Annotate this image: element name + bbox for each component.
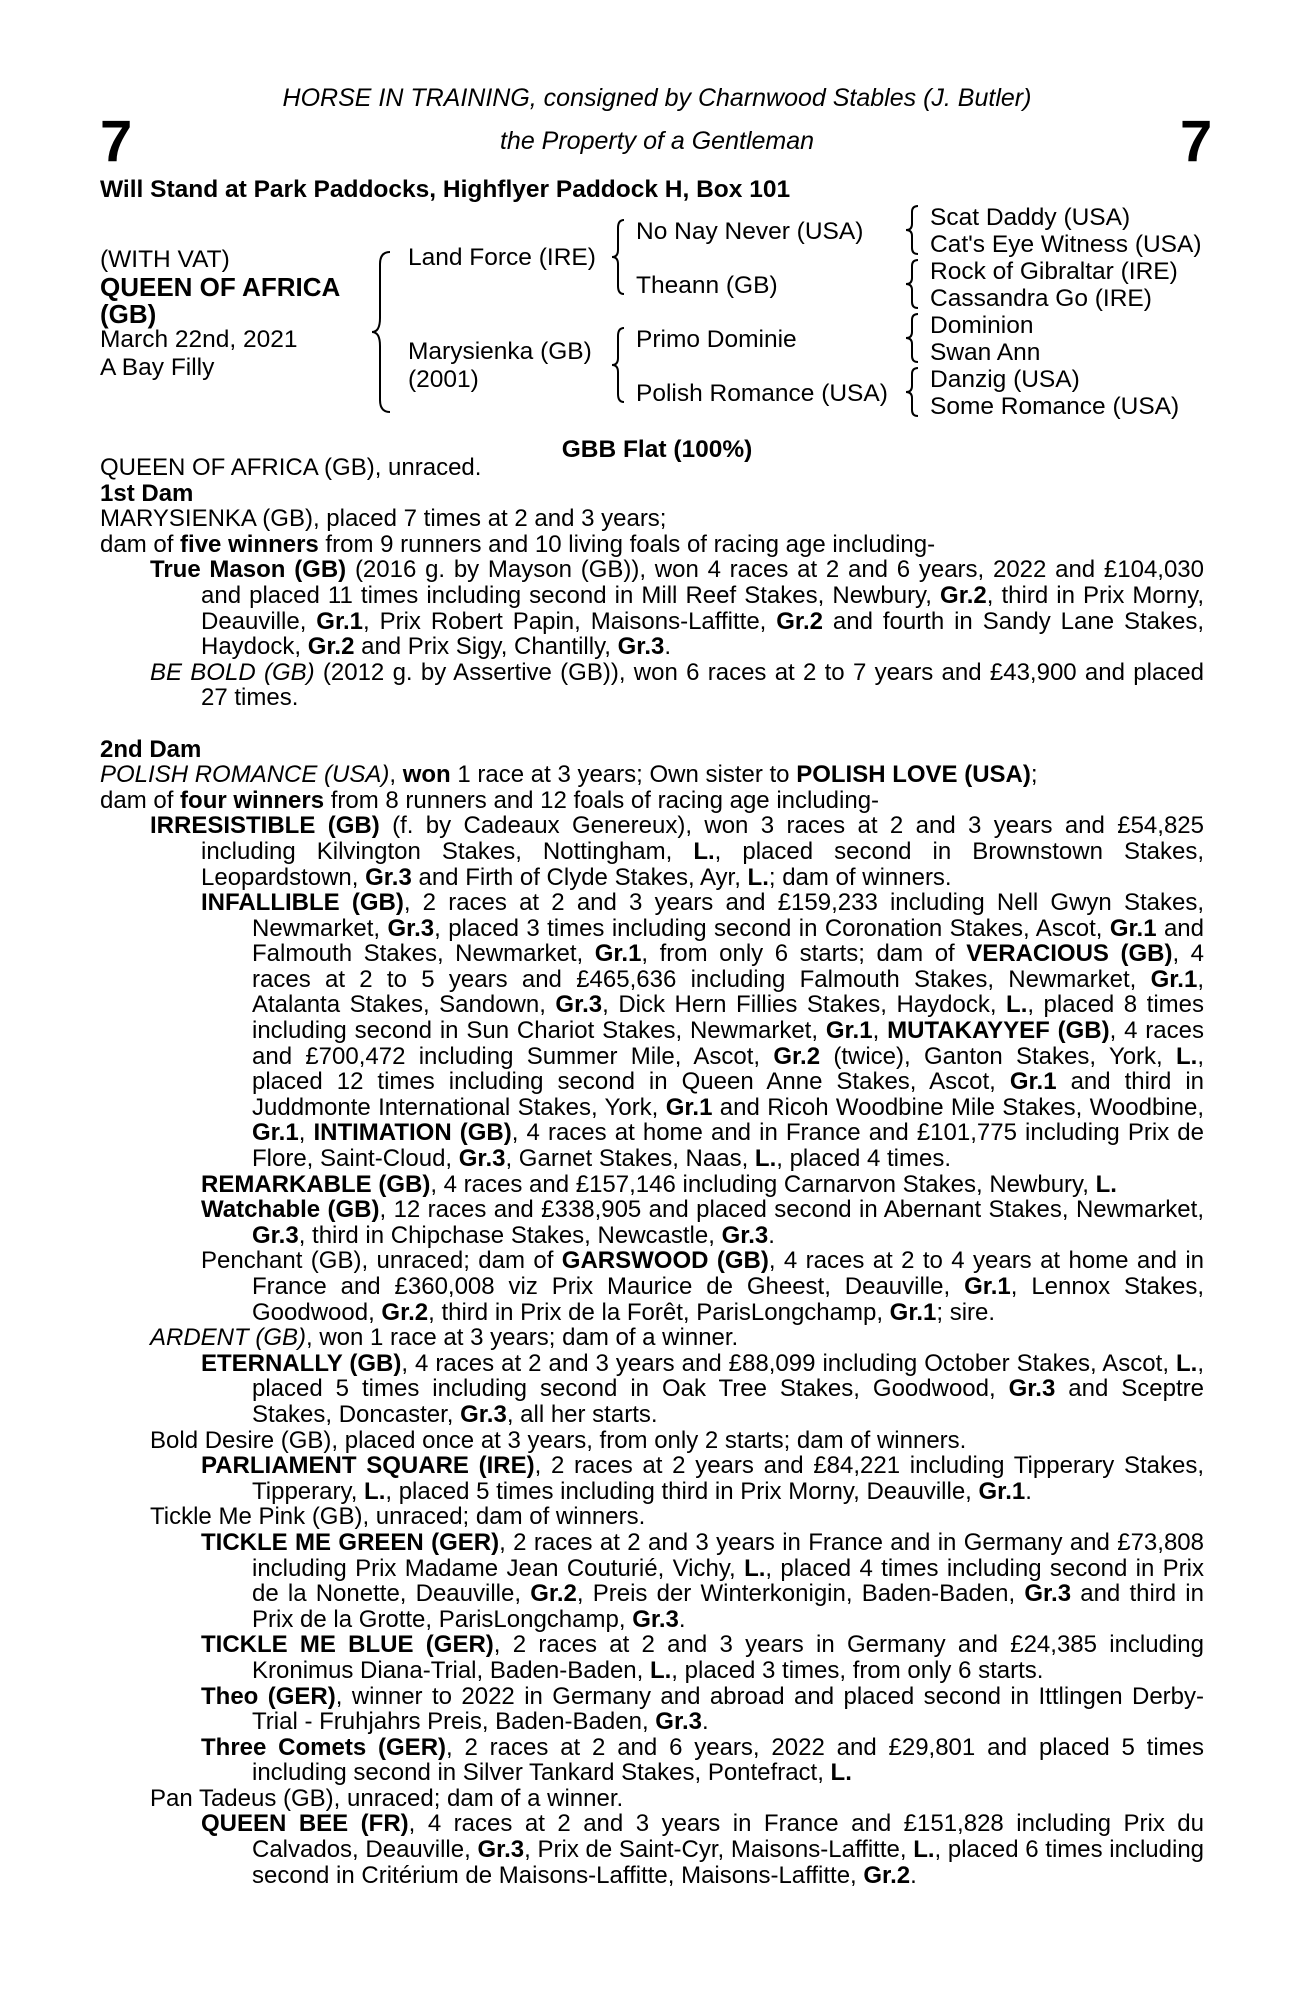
first-dam-line: MARYSIENKA (GB), placed 7 times at 2 and 3 years; — [100, 505, 667, 533]
list-item: Bold Desire (GB), placed once at 3 years, from only 2 starts; dam of winners. — [150, 1426, 967, 1454]
horse-dob: March 22nd, 2021 — [100, 326, 298, 353]
list-item: ETERNALLY (GB), 4 races at 2 and 3 years and £88,099 including October Stakes, Ascot, L., placed 5 times including second in Oak Tree Stakes, Goodwood, Gr.3 and Sceptre Stakes, Doncaster, Gr.3, all her starts. — [201, 1349, 1205, 1428]
list-item: PARLIAMENT SQUARE (IRE), 2 races at 2 years and £84,221 including Tipperary Stakes, Tipperary, L., placed 5 times including third in Prix Morny, Deauville, Gr.1. — [201, 1452, 1204, 1505]
lot-number-left: 7 — [100, 109, 133, 174]
pedigree-g3: Rock of Gibraltar (IRE) — [930, 258, 1178, 285]
pedigree-dam-year: (2001) — [408, 366, 479, 393]
pedigree-brace-g3 — [902, 312, 924, 364]
horse-name-suffix: (GB) — [100, 299, 157, 329]
list-item: QUEEN BEE (FR), 4 races at 2 and 3 years in France and £151,828 including Prix du Calvados, Deauville, Gr.3, Prix de Saint-Cyr, Maisons-Laffitte, L., placed 6 times including second in Critérium de Maisons-Laffitte, Maisons-Laffitte, Gr.2. — [201, 1810, 1205, 1889]
list-item: Watchable (GB), 12 races and £338,905 and placed second in Abernant Stakes, Newmarket, Gr.3, third in Chipchase Stakes, Newcastle, Gr.3. — [201, 1196, 1204, 1249]
horse-description: A Bay Filly — [100, 354, 215, 381]
list-item: INFALLIBLE (GB), 2 races at 2 and 3 years and £159,233 including Nell Gwyn Stakes, Newmarket, Gr.3, placed 3 times including second in Coronation Stakes, Ascot, Gr.1 and Falmouth Stakes, Newmarket, Gr.1, from only 6 starts; dam of VERACIOUS (GB), 4 races at 2 to 5 years and £465,636 including Falmouth Stakes, Newmarket, Gr.1, Atalanta Stakes, Sandown, Gr.3, Dick Hern Fillies Stakes, Haydock, L., placed 8 times including second in Sun Chariot Stakes, Newmarket, Gr.1, MUTAKAYYEF (GB), 4 races and £700,472 including Summer Mile, Ascot, Gr.2 (twice), Ganton Stakes, York, L., placed 12 times including second in Queen Anne Stakes, Ascot, Gr.1 and third in Juddmonte International Stakes, York, Gr.1 and Ricoh Woodbine Mile Stakes, Woodbine, Gr.1, INTIMATION (GB), 4 races at home and in France and £101,775 including Prix de Flore, Saint-Cloud, Gr.3, Garnet Stakes, Naas, L., placed 4 times. — [201, 889, 1205, 1173]
stand-line: Will Stand at Park Paddocks, Highflyer Paddock H, Box 101 — [100, 176, 791, 203]
list-item: ARDENT (GB), won 1 race at 3 years; dam of a winner. — [150, 1324, 739, 1352]
list-item: Tickle Me Pink (GB), unraced; dam of winners. — [150, 1503, 646, 1531]
pedigree-sire-dam: Theann (GB) — [636, 272, 778, 299]
pedigree-dam-dam: Polish Romance (USA) — [636, 380, 888, 407]
pedigree-dam: Marysienka (GB) — [408, 338, 592, 365]
lot-number-right: 7 — [1180, 109, 1213, 174]
pedigree-g2: Cat's Eye Witness (USA) — [930, 231, 1202, 258]
pedigree-brace-g4 — [902, 366, 924, 418]
pedigree-g7: Danzig (USA) — [930, 366, 1080, 393]
pedigree-brace-g2 — [902, 258, 924, 310]
intro-line: QUEEN OF AFRICA (GB), unraced. — [100, 454, 482, 481]
first-dam-produce: dam of five winners from 9 runners and 10 living foals of racing age including- — [100, 530, 936, 558]
first-dam-heading: 1st Dam — [100, 479, 194, 507]
pedigree-sire-sire: No Nay Never (USA) — [636, 218, 864, 245]
list-item: IRRESISTIBLE (GB) (f. by Cadeaux Genereux), won 3 races at 2 and 3 years and £54,825 including Kilvington Stakes, Nottingham, L., placed second in Brownstown Stakes, Leopardstown, Gr.3 and Firth of Clyde Stakes, Ayr, L.; dam of winners. — [150, 812, 1205, 891]
pedigree-g6: Swan Ann — [930, 339, 1041, 366]
consignor-line: HORSE IN TRAINING, consigned by Charnwood Stables (J. Butler) — [282, 84, 1032, 112]
second-dam-line: POLISH ROMANCE (USA), won 1 race at 3 years; Own sister to POLISH LOVE (USA); — [100, 761, 1038, 789]
list-item: Pan Tadeus (GB), unraced; dam of a winner. — [150, 1784, 624, 1812]
pedigree-brace-g1 — [902, 204, 924, 256]
list-item: True Mason (GB) (2016 g. by Mayson (GB)), won 4 races at 2 and 6 years, 2022 and £104,030 and placed 11 times including second in Mill Reef Stakes, Newbury, Gr.2, third in Prix Morny, Deauville, Gr.1, Prix Robert Papin, Maisons-Laffitte, Gr.2 and fourth in Sandy Lane Stakes, Haydock, Gr.2 and Prix Sigy, Chantilly, Gr.3. — [150, 556, 1205, 661]
pedigree-dam-sire: Primo Dominie — [636, 326, 797, 353]
pedigree-g4: Cassandra Go (IRE) — [930, 285, 1152, 312]
list-item: Three Comets (GER), 2 races at 2 and 6 years, 2022 and £29,801 and placed 5 times including second in Silver Tankard Stakes, Pontefract, L. — [201, 1733, 1204, 1787]
vat-note: (WITH VAT) — [100, 246, 230, 273]
list-item: REMARKABLE (GB), 4 races and £157,146 including Carnarvon Stakes, Newbury, L. — [201, 1170, 1117, 1198]
list-item: TICKLE ME GREEN (GER), 2 races at 2 and 3 years in France and in Germany and £73,808 including Prix Madame Jean Couturié, Vichy, L., placed 4 times including second in Prix de la Nonette, Deauville, Gr.2, Preis der Winterkonigin, Baden-Baden, Gr.3 and third in Prix de la Grotte, ParisLongchamp, Gr.3. — [201, 1528, 1205, 1633]
produce-record — [100, 455, 1204, 1888]
pedigree-g8: Some Romance (USA) — [930, 393, 1180, 420]
rating: GBB Flat (100%) — [561, 436, 753, 463]
list-item: Penchant (GB), unraced; dam of GARSWOOD (GB), 4 races at 2 to 4 years at home and in France and £360,008 viz Prix Maurice de Gheest, Deauville, Gr.1, Lennox Stakes, Goodwood, Gr.2, third in Prix de la Forêt, ParisLongchamp, Gr.1; sire. — [201, 1247, 1205, 1326]
pedigree-brace-dam — [608, 326, 630, 404]
pedigree-g5: Dominion — [930, 312, 1034, 339]
list-item: Theo (GER), winner to 2022 in Germany and abroad and placed second in Ittlingen Derby-Trial - Fruhjahrs Preis, Baden-Baden, Gr.3. — [201, 1682, 1204, 1736]
second-dam-produce: dam of four winners from 8 runners and 12 foals of racing age including- — [100, 786, 880, 814]
pedigree-brace-sire — [608, 218, 630, 296]
second-dam-heading: 2nd Dam — [100, 735, 202, 763]
pedigree-sire: Land Force (IRE) — [408, 244, 596, 271]
pedigree-brace-main — [368, 250, 398, 415]
property-line: the Property of a Gentleman — [499, 127, 815, 155]
list-item: TICKLE ME BLUE (GER), 2 races at 2 and 3 years in Germany and £24,385 including Kronimus Diana-Trial, Baden-Baden, L., placed 3 times, from only 6 starts. — [201, 1631, 1204, 1684]
list-item: BE BOLD (GB) (2012 g. by Assertive (GB)), won 6 races at 2 to 7 years and £43,900 and placed 27 times. — [150, 658, 1204, 712]
pedigree-g1: Scat Daddy (USA) — [930, 204, 1131, 231]
horse-name: QUEEN OF AFRICA — [100, 272, 341, 302]
